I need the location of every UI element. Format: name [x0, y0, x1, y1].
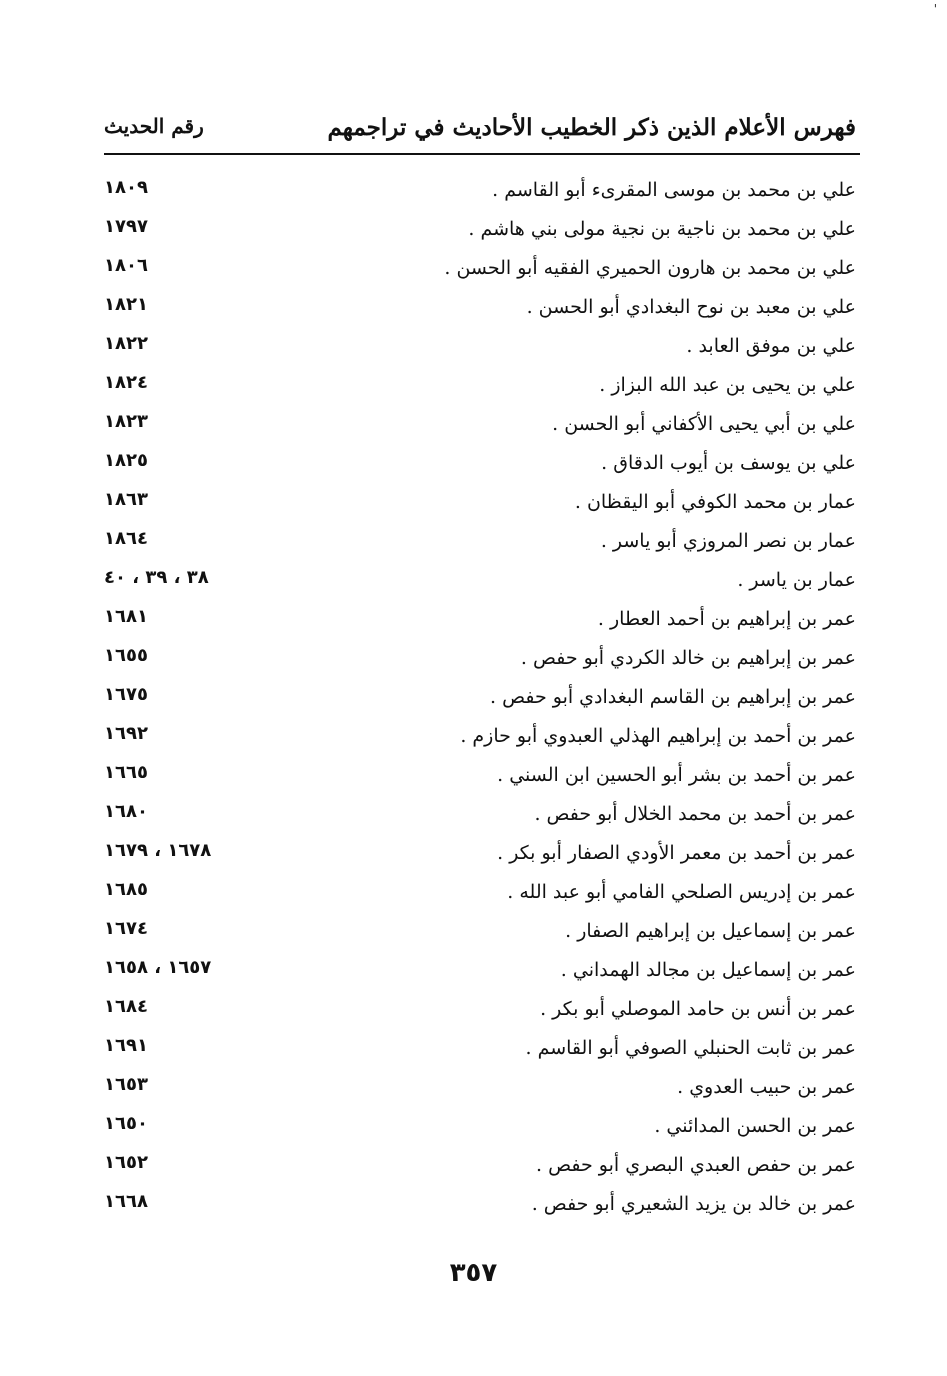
index-entry	[104, 641, 856, 680]
index-entry	[104, 836, 856, 875]
entry-hadith-numbers: ١٨٢١	[104, 294, 148, 315]
entry-hadith-numbers: ١٨٢٣	[104, 411, 148, 432]
entry-hadith-numbers: ١٨٠٩	[104, 177, 148, 198]
entry-hadith-numbers: ١٦٦٨	[104, 1191, 148, 1212]
entry-name: عمر بن إدريس الصلحي الفامي أبو عبد الله .	[507, 881, 856, 903]
entry-name: عمر بن الحسن المدائني .	[654, 1115, 856, 1137]
index-entry	[104, 173, 856, 212]
entry-name: عمار بن ياسر .	[737, 569, 856, 591]
column-label-hadith-number: رقم الحديث	[104, 114, 204, 138]
entry-hadith-numbers: ٣٨ ، ٣٩ ، ٤٠	[104, 567, 209, 588]
entry-hadith-numbers: ١٧٩٧	[104, 216, 148, 237]
entry-hadith-numbers: ١٦٩٢	[104, 723, 148, 744]
entry-name: عمر بن خالد بن يزيد الشعيري أبو حفص .	[531, 1193, 856, 1215]
entry-hadith-numbers: ١٦٥٢	[104, 1152, 148, 1173]
entry-name: عمر بن حفص العبدي البصري أبو حفص .	[536, 1154, 856, 1176]
entry-hadith-numbers: ١٦٨٠	[104, 801, 148, 822]
index-entry	[104, 485, 856, 524]
index-entry	[104, 719, 856, 758]
entry-hadith-numbers: ١٨٠٦	[104, 255, 148, 276]
index-entry	[104, 680, 856, 719]
entry-name: علي بن موفق العابد .	[686, 335, 856, 357]
entry-name: عمر بن أحمد بن معمر الأودي الصفار أبو بكر .	[497, 842, 856, 864]
entry-name: عمار بن نصر المروزي أبو ياسر .	[600, 530, 856, 552]
entry-name: علي بن معبد بن نوح البغدادي أبو الحسن .	[526, 296, 856, 318]
entry-name: علي بن محمد بن موسى المقرىء أبو القاسم .	[492, 179, 856, 201]
index-entry	[104, 407, 856, 446]
index-entry	[104, 602, 856, 641]
entry-hadith-numbers: ١٨٢٤	[104, 372, 148, 393]
index-entries-list	[104, 173, 856, 1226]
entry-name: عمر بن أحمد بن بشر أبو الحسين ابن السني .	[497, 764, 856, 786]
index-entry	[104, 212, 856, 251]
entry-hadith-numbers: ١٦٧٤	[104, 918, 148, 939]
page-title: فهرس الأعلام الذين ذكر الخطيب الأحاديث في تراجمهم	[327, 114, 856, 141]
entry-hadith-numbers: ١٦٩١	[104, 1035, 148, 1056]
entry-name: عمر بن أنس بن حامد الموصلي أبو بكر .	[540, 998, 856, 1020]
entry-name: عمر بن إسماعيل بن إبراهيم الصفار .	[565, 920, 856, 942]
entry-hadith-numbers: ١٨٢٥	[104, 450, 148, 471]
index-entry	[104, 329, 856, 368]
index-entry	[104, 446, 856, 485]
index-entry	[104, 368, 856, 407]
index-entry	[104, 251, 856, 290]
index-entry	[104, 1031, 856, 1070]
index-entry	[104, 953, 856, 992]
entry-hadith-numbers: ١٦٥٠	[104, 1113, 148, 1134]
entry-hadith-numbers: ١٦٦٥	[104, 762, 148, 783]
entry-name: علي بن محمد بن هارون الحميري الفقيه أبو الحسن .	[444, 257, 856, 279]
index-entry	[104, 1070, 856, 1109]
entry-name: عمر بن أحمد بن إبراهيم الهذلي العبدوي أبو حازم .	[460, 725, 856, 747]
entry-name: عمر بن إبراهيم بن القاسم البغدادي أبو حفص .	[490, 686, 856, 708]
entry-name: علي بن يوسف بن أيوب الدقاق .	[601, 452, 856, 474]
entry-name: علي بن أبي يحيى الأكفاني أبو الحسن .	[552, 413, 856, 435]
entry-name: علي بن محمد بن ناجية بن نجية مولى بني هاشم .	[468, 218, 856, 240]
entry-hadith-numbers: ١٦٥٣	[104, 1074, 148, 1095]
header-rule	[104, 153, 860, 155]
entry-hadith-numbers: ١٦٧٥	[104, 684, 148, 705]
index-entry	[104, 563, 856, 602]
index-entry	[104, 524, 856, 563]
entry-hadith-numbers: ١٦٨١	[104, 606, 148, 627]
index-entry	[104, 1148, 856, 1187]
entry-hadith-numbers: ١٦٧٨ ، ١٦٧٩	[104, 840, 212, 861]
page-number: ٣٥٧	[449, 1258, 498, 1288]
index-entry	[104, 758, 856, 797]
entry-name: عمر بن إسماعيل بن مجالد الهمداني .	[560, 959, 856, 981]
entry-hadith-numbers: ١٦٥٧ ، ١٦٥٨	[104, 957, 212, 978]
entry-hadith-numbers: ١٦٨٤	[104, 996, 148, 1017]
page-header	[104, 112, 856, 152]
index-entry	[104, 1109, 856, 1148]
entry-name: عمر بن ثابت الحنبلي الصوفي أبو القاسم .	[525, 1037, 856, 1059]
entry-name: عمر بن إبراهيم بن خالد الكردي أبو حفص .	[520, 647, 856, 669]
index-entry	[104, 797, 856, 836]
entry-hadith-numbers: ١٨٦٤	[104, 528, 148, 549]
index-entry	[104, 992, 856, 1031]
entry-hadith-numbers: ١٦٨٥	[104, 879, 148, 900]
index-entry	[104, 914, 856, 953]
entry-name: علي بن يحيى بن عبد الله البزاز .	[599, 374, 856, 396]
corner-mark: '	[933, 2, 937, 16]
entry-hadith-numbers: ١٨٢٢	[104, 333, 148, 354]
entry-name: عمر بن حبيب العدوي .	[677, 1076, 856, 1098]
index-entry	[104, 1187, 856, 1226]
index-entry	[104, 875, 856, 914]
entry-name: عمار بن محمد الكوفي أبو اليقظان .	[574, 491, 856, 513]
index-entry	[104, 290, 856, 329]
entry-name: عمر بن أحمد بن محمد الخلال أبو حفص .	[534, 803, 856, 825]
entry-hadith-numbers: ١٦٥٥	[104, 645, 148, 666]
entry-hadith-numbers: ١٨٦٣	[104, 489, 148, 510]
entry-name: عمر بن إبراهيم بن أحمد العطار .	[597, 608, 856, 630]
